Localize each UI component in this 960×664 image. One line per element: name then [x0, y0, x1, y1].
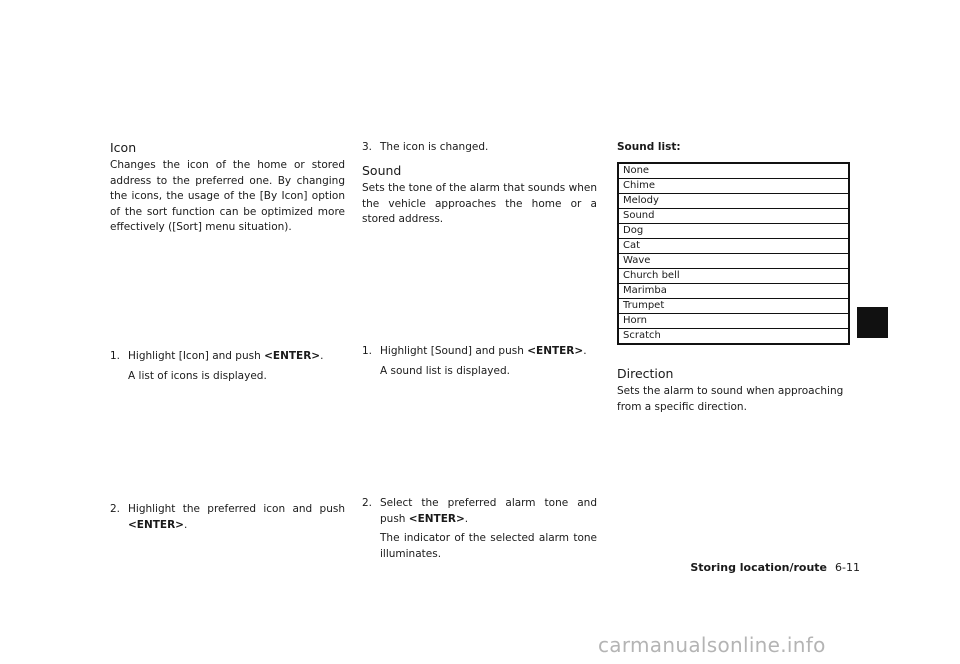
table-row: [618, 284, 849, 299]
icon-step-3: [362, 140, 597, 156]
step-text: Highlight [Icon] and push: [128, 350, 265, 362]
table-cell: Dog: [618, 224, 849, 239]
table-cell: Wave: [618, 254, 849, 269]
direction-heading: Direction: [617, 366, 674, 381]
table-cell: Melody: [618, 194, 849, 209]
step-tail: .: [583, 345, 587, 357]
table-row: [618, 299, 849, 314]
step-result: The indicator of the selected alarm tone illuminates.: [380, 532, 597, 560]
step-number: 3.: [362, 141, 373, 153]
table-cell: Chime: [618, 179, 849, 194]
table-row: [618, 269, 849, 284]
step-text: Highlight [Sound] and push: [380, 345, 528, 357]
icon-heading: Icon: [110, 140, 137, 155]
table-row: [618, 314, 849, 329]
step-text: Highlight the preferred icon and push: [128, 503, 345, 515]
step-result: A list of icons is displayed.: [128, 369, 267, 382]
icon-description: Changes the icon of the home or stored address to the preferred one. By changing the icons, the usage of the [By Icon] option of the sort function can be optimized more effectively ([Sort] menu situation).: [110, 159, 345, 233]
table-row: [618, 163, 849, 179]
sound-list-title: Sound list:: [617, 141, 681, 153]
step-text: The icon is changed.: [380, 141, 489, 153]
step-tail: .: [464, 512, 469, 525]
icon-step-2: [110, 502, 345, 533]
page-footer: [610, 561, 860, 574]
enter-key-label: <ENTER>: [408, 512, 465, 525]
table-cell: Cat: [618, 239, 849, 254]
table-row: [618, 224, 849, 239]
sound-heading: Sound: [362, 163, 402, 178]
table-row: [618, 179, 849, 194]
table-cell: Horn: [618, 314, 849, 329]
enter-key-label: <ENTER>: [527, 345, 584, 357]
step-text: Select the preferred alarm tone and push: [380, 497, 597, 525]
step-number: 2.: [362, 497, 373, 509]
table-cell: Scratch: [618, 329, 849, 345]
sound-description: Sets the tone of the alarm that sounds when the vehicle approaches the home or a stored address.: [362, 182, 597, 225]
step-result: A sound list is displayed.: [380, 364, 510, 377]
enter-key-label: <ENTER>: [128, 518, 184, 531]
table-row: [618, 209, 849, 224]
step-number: 2.: [110, 503, 121, 515]
chapter-tab-marker: [857, 307, 888, 338]
sound-step-1: [362, 344, 597, 379]
step-number: 1.: [362, 345, 373, 357]
footer-section-title: Storing location/route: [690, 561, 828, 574]
sound-list-table: [617, 162, 850, 345]
table-cell: Sound: [618, 209, 849, 224]
sound-step-2: [362, 496, 597, 562]
table-row: [618, 239, 849, 254]
table-row: [618, 194, 849, 209]
direction-description: Sets the alarm to sound when approaching from a specific direction.: [617, 385, 844, 413]
table-row: [618, 254, 849, 269]
step-tail: .: [320, 350, 324, 362]
table-cell: None: [618, 163, 849, 179]
page-number: 6-11: [835, 561, 860, 574]
watermark: carmanualsonline.info: [598, 633, 826, 657]
table-cell: Church bell: [618, 269, 849, 284]
step-number: 1.: [110, 350, 121, 362]
table-cell: Trumpet: [618, 299, 849, 314]
enter-key-label: <ENTER>: [264, 350, 321, 362]
icon-step-1: [110, 349, 345, 384]
table-row: [618, 329, 849, 345]
table-cell: Marimba: [618, 284, 849, 299]
step-tail: .: [183, 518, 188, 531]
